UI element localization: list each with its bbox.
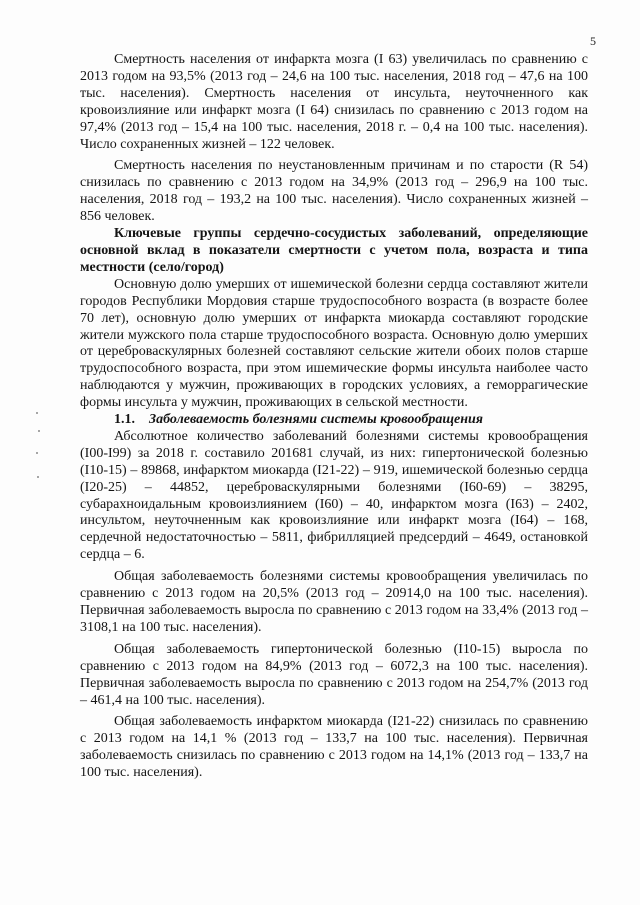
paragraph-absolute-incidence: Абсолютное количество заболеваний болезнями системы кровообращения (I00-I99) за 2018 г. составило 201681 случай, из них: гипертонической болезнью (I10-15) – 89868, инфарктом миокарда (I21-22) – 919, ишемической болезнью сердца (I20-25) – 44852, цереброваскулярными болезнями (I60-69) – 38295, субарахноидальным кровоизлиянием (I60) – 40, инфарктом мозга (I63) – 2402, инсультом, неуточненным как кровоизлияние или инфаркт мозга (I64) – 168, сердечной недостаточностью – 5811, фибрилляцией предсердий – 4649, остановкой сердца – 6. [80,428,588,563]
subsection-number: 1.1. [114,412,135,428]
scan-speck [37,476,39,478]
page-number: 5 [590,34,596,48]
paragraph-hypertension-incidence: Общая заболеваемость гипертонической болезнью (I10-15) выросла по сравнению с 2013 годом на 84,9% (2013 год – 6072,3 на 100 тыс. населения). Первичная заболеваемость выросла по сравнению с 2013 годом на 254,7% (2013 год – 461,4 на 100 тыс. населения). [80,641,588,708]
scan-speck [36,412,38,414]
subsection-heading [80,412,588,429]
paragraph-unknown-causes-mortality: Смертность населения по неустановленным причинам и по старости (R 54) снизилась по сравнению с 2013 годом на 34,9% (2013 год – 296,9 на 100 тыс. населения, 2018 год – 193,2 на 100 тыс. населения). Число сохраненных жизней – 856 человек. [80,158,588,225]
section-heading: Ключевые группы сердечно-сосудистых заболеваний, определяющие основной вклад в показатели смертности с учетом пола, возраста и типа местности (село/город) [80,226,588,275]
paragraph-key-groups: Основную долю умерших от ишемической болезни сердца составляют жители городов Республики Мордовия старше трудоспособного возраста (в возрасте более 70 лет), основную долю умерших от инфаркта миокарда составляют городские жители мужского пола старше трудоспособного возраста. Основную долю умерших от цереброваскулярных болезней составляют сельские жители обоих полов старше трудоспособного возраста, при этом ишемические формы инсульта наиболее часто наблюдаются у мужчин, проживающих в городских условиях, а геморрагические формы инсульта у мужчин, проживающих в сельской местности. [80,276,588,411]
paragraph-total-incidence: Общая заболеваемость болезнями системы кровообращения увеличилась по сравнению с 2013 годом на 20,5% (2013 год – 20914,0 на 100 тыс. населения). Первичная заболеваемость выросла по сравнению с 2013 годом на 33,4% (2013 год – 3108,1 на 100 тыс. населения). [80,569,588,635]
scan-speck [36,452,38,454]
document-body [80,52,588,782]
subsection-title: Заболеваемость болезнями системы кровообращения [149,412,483,428]
paragraph-stroke-mortality: Смертность населения от инфаркта мозга (I 63) увеличилась по сравнению с 2013 годом на 93,5% (2013 год – 24,6 на 100 тыс. населения, 2018 год – 47,6 на 100 тыс. населения). Смертность населения от инсульта, неуточненного как кровоизлияние или инфаркт мозга (I 64) снизилась по сравнению с 2013 годом на 97,4% (2013 год – 15,4 на 100 тыс. населения, 2018 г. – 0,4 на 100 тыс. населения). Число сохраненных жизней – 122 человек. [80,52,588,152]
scan-speck [38,430,40,432]
paragraph-myocardial-infarction-incidence: Общая заболеваемость инфарктом миокарда (I21-22) снизилась по сравнению с 2013 годом на 14,1 % (2013 год – 133,7 на 100 тыс. населения). Первичная заболеваемость снизилась по сравнению с 2013 годом на 14,1% (2013 год – 133,7 на 100 тыс. населения). [80,714,588,781]
